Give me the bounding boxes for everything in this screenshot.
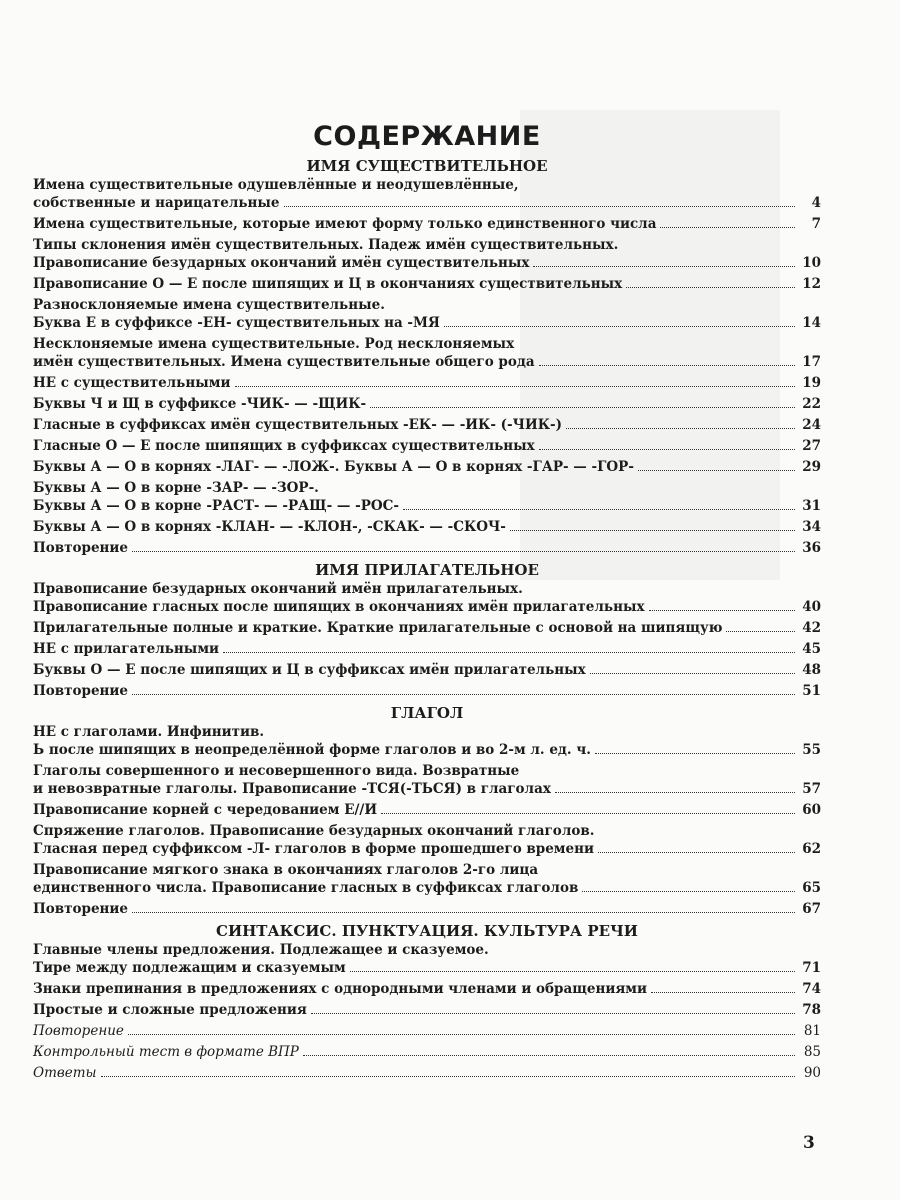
dot-leader [303,1055,795,1056]
toc-entry[interactable] [33,619,821,640]
entry-page-number: 42 [802,620,821,636]
entry-text-line: Гласная перед суффиксом -Л- глаголов в форме прошедшего времени [33,841,595,857]
entry-page-number: 78 [802,1002,821,1018]
dot-leader [381,813,795,814]
toc-entry[interactable] [33,822,821,861]
toc-entry[interactable] [33,374,821,395]
section-title: СИНТАКСИС. ПУНКТУАЦИЯ. КУЛЬТУРА РЕЧИ [216,922,638,940]
entry-page-number: 31 [802,498,821,514]
dot-leader [533,266,795,267]
entry-text-line: имён существительных. Имена существительные общего рода [33,354,535,370]
entry-text-line: Типы склонения имён существительных. Падеж имён существительных. [33,237,619,253]
entry-page-number: 34 [802,519,821,535]
toc-entry[interactable] [33,296,821,335]
toc-entry[interactable] [33,762,821,801]
toc-entry[interactable] [33,275,821,296]
toc-entry[interactable] [33,900,821,921]
dot-leader [311,1013,795,1014]
entry-text-line: единственного числа. Правописание гласных в суффиксах глаголов [33,880,579,896]
entry-text-line: Правописание безударных окончаний имён прилагательных. [33,581,523,597]
dot-leader [539,365,795,366]
entry-page-number: 24 [802,417,821,433]
entry-text-line: Глаголы совершенного и несовершенного вида. Возвратные [33,763,520,779]
entry-page-number: 36 [802,540,821,556]
entry-text-line: Несклоняемые имена существительные. Род несклоняемых [33,336,515,352]
dot-leader [566,428,795,429]
entry-page-number: 40 [802,599,821,615]
dot-leader [370,407,795,408]
entry-page-number: 60 [802,802,821,818]
dot-leader [403,509,795,510]
entry-text-line: Буквы А — О в корне -РАСТ- — -РАЩ- — -РОС- [33,498,399,514]
entry-page-number: 67 [802,901,821,917]
entry-page-number: 29 [802,459,821,475]
dot-leader [235,386,796,387]
section-title: ИМЯ СУЩЕСТВИТЕЛЬНОЕ [306,157,548,175]
entry-text-line: Правописание гласных после шипящих в окончаниях имён прилагательных [33,599,645,615]
entry-text-line: Буквы О — Е после шипящих и Ц в суффиксах имён прилагательных [33,662,586,678]
entry-page-number: 10 [802,255,821,271]
entry-text-line: Ь после шипящих в неопределённой форме глаголов и во 2-м л. ед. ч. [33,742,591,758]
entry-text-line: Буква Е в суффиксе -ЕН- существительных на -МЯ [33,315,440,331]
entry-text-line: Повторение [33,1023,124,1039]
dot-leader [350,971,795,972]
dot-leader [284,206,795,207]
entry-text-line: НЕ с существительными [33,375,231,391]
entry-page-number: 45 [802,641,821,657]
entry-text-line: Имена существительные одушевлённые и неодушевлённые, [33,177,519,193]
entry-text-line: Буквы Ч и Щ в суффиксе -ЧИК- — -ЩИК- [33,396,367,412]
entry-text-line: Правописание корней с чередованием Е//И [33,802,378,818]
dot-leader [649,610,795,611]
dot-leader [128,1034,795,1035]
entry-text-line: Имена существительные, которые имеют форму только единственного числа [33,216,657,232]
entry-text-line: Разносклоняемые имена существительные. [33,297,385,313]
toc-entry[interactable] [33,801,821,822]
dot-leader [590,673,795,674]
dot-leader [132,551,795,552]
toc-entry[interactable] [33,176,821,215]
entry-page-number: 51 [802,683,821,699]
entry-page-number: 48 [802,662,821,678]
entry-text-line: Прилагательные полные и краткие. Краткие прилагательные с основой на шипящую [33,620,723,636]
entry-page-number: 90 [803,1065,821,1081]
toc-entry[interactable] [33,335,821,374]
entry-text-line: Главные члены предложения. Подлежащее и сказуемое. [33,942,489,958]
entry-text-line: Ответы [33,1065,97,1081]
entry-text-line: Тире между подлежащим и сказуемым [33,960,346,976]
toc-entry[interactable] [33,539,821,560]
entry-text-line: Правописание мягкого знака в окончаниях глаголов 2-го лица [33,862,539,878]
toc-entry[interactable] [33,479,821,518]
dot-leader [132,694,795,695]
dot-leader [726,631,795,632]
toc-entry[interactable] [33,861,821,900]
toc-entry[interactable] [33,458,821,479]
entry-page-number: 71 [802,960,821,976]
entry-page-number: 14 [802,315,821,331]
entry-text-line: Контрольный тест в формате ВПР [33,1044,299,1060]
dot-leader [598,852,795,853]
toc-entry[interactable] [33,640,821,661]
dot-leader [444,326,795,327]
dot-leader [651,992,795,993]
toc-entry[interactable] [33,518,821,539]
entry-page-number: 55 [802,742,821,758]
dot-leader [582,891,795,892]
entry-text-line: Повторение [33,683,129,699]
entry-text-line: Буквы А — О в корнях -КЛАН- — -КЛОН-, -СКАК- — -СКОЧ- [33,519,506,535]
entry-text-line: НЕ с глаголами. Инфинитив. [33,724,265,740]
entry-text-line: Буквы А — О в корнях -ЛАГ- — -ЛОЖ-. Буквы А — О в корнях -ГАР- — -ГОР- [33,459,634,475]
dot-leader [223,652,795,653]
entry-page-number: 65 [802,880,821,896]
entry-text-line: Спряжение глаголов. Правописание безударных окончаний глаголов. [33,823,595,839]
entry-page-number: 17 [802,354,821,370]
entry-text-line: Буквы А — О в корне -ЗАР- — -ЗОР-. [33,480,319,496]
entry-page-number: 81 [803,1023,821,1039]
page-title: СОДЕРЖАНИЕ [313,121,541,152]
entry-text-line: Гласные О — Е после шипящих в суффиксах существительных [33,438,535,454]
entry-text-line: Гласные в суффиксах имён существительных -ЕК- — -ИК- (-ЧИК-) [33,417,562,433]
dot-leader [595,753,795,754]
dot-leader [626,287,795,288]
entry-page-number: 27 [802,438,821,454]
toc-page [33,118,821,1085]
dot-leader [638,470,795,471]
entry-text-line: и невозвратные глаголы. Правописание -ТСЯ(-ТЬСЯ) в глаголах [33,781,551,797]
entry-page-number: 22 [802,396,821,412]
toc-entry[interactable] [33,1064,821,1085]
entry-text-line: Правописание О — Е после шипящих и Ц в окончаниях существительных [33,276,623,292]
toc-entry[interactable] [33,723,821,762]
section-title: ГЛАГОЛ [390,704,464,722]
toc-entry[interactable] [33,1022,821,1043]
toc-entry[interactable] [33,215,821,236]
entry-page-number: 12 [802,276,821,292]
toc-entry[interactable] [33,682,821,703]
entry-page-number: 57 [802,781,821,797]
table-of-contents [33,156,821,1085]
toc-entry[interactable] [33,1001,821,1022]
entry-text-line: собственные и нарицательные [33,195,280,211]
page-number: 3 [803,1133,815,1153]
toc-entry[interactable] [33,980,821,1001]
section-title: ИМЯ ПРИЛАГАТЕЛЬНОЕ [315,561,539,579]
dot-leader [132,912,795,913]
entry-page-number: 4 [811,195,821,211]
entry-page-number: 7 [811,216,821,232]
toc-entry[interactable] [33,941,821,980]
entry-text-line: Повторение [33,540,129,556]
dot-leader [555,792,795,793]
entry-page-number: 19 [802,375,821,391]
toc-entry[interactable] [33,661,821,682]
entry-text-line: НЕ с прилагательными [33,641,220,657]
entry-text-line: Повторение [33,901,129,917]
toc-entry[interactable] [33,1043,821,1064]
entry-text-line: Простые и сложные предложения [33,1002,307,1018]
toc-entry[interactable] [33,236,821,275]
entry-page-number: 62 [802,841,821,857]
dot-leader [510,530,795,531]
dot-leader [660,227,795,228]
toc-entry[interactable] [33,580,821,619]
entry-text-line: Знаки препинания в предложениях с однородными членами и обращениями [33,981,648,997]
entry-page-number: 74 [802,981,821,997]
entry-page-number: 85 [803,1044,821,1060]
toc-entry[interactable] [33,437,821,458]
toc-entry[interactable] [33,416,821,437]
entry-text-line: Правописание безударных окончаний имён существительных [33,255,530,271]
toc-entry[interactable] [33,395,821,416]
dot-leader [539,449,795,450]
dot-leader [101,1076,795,1077]
